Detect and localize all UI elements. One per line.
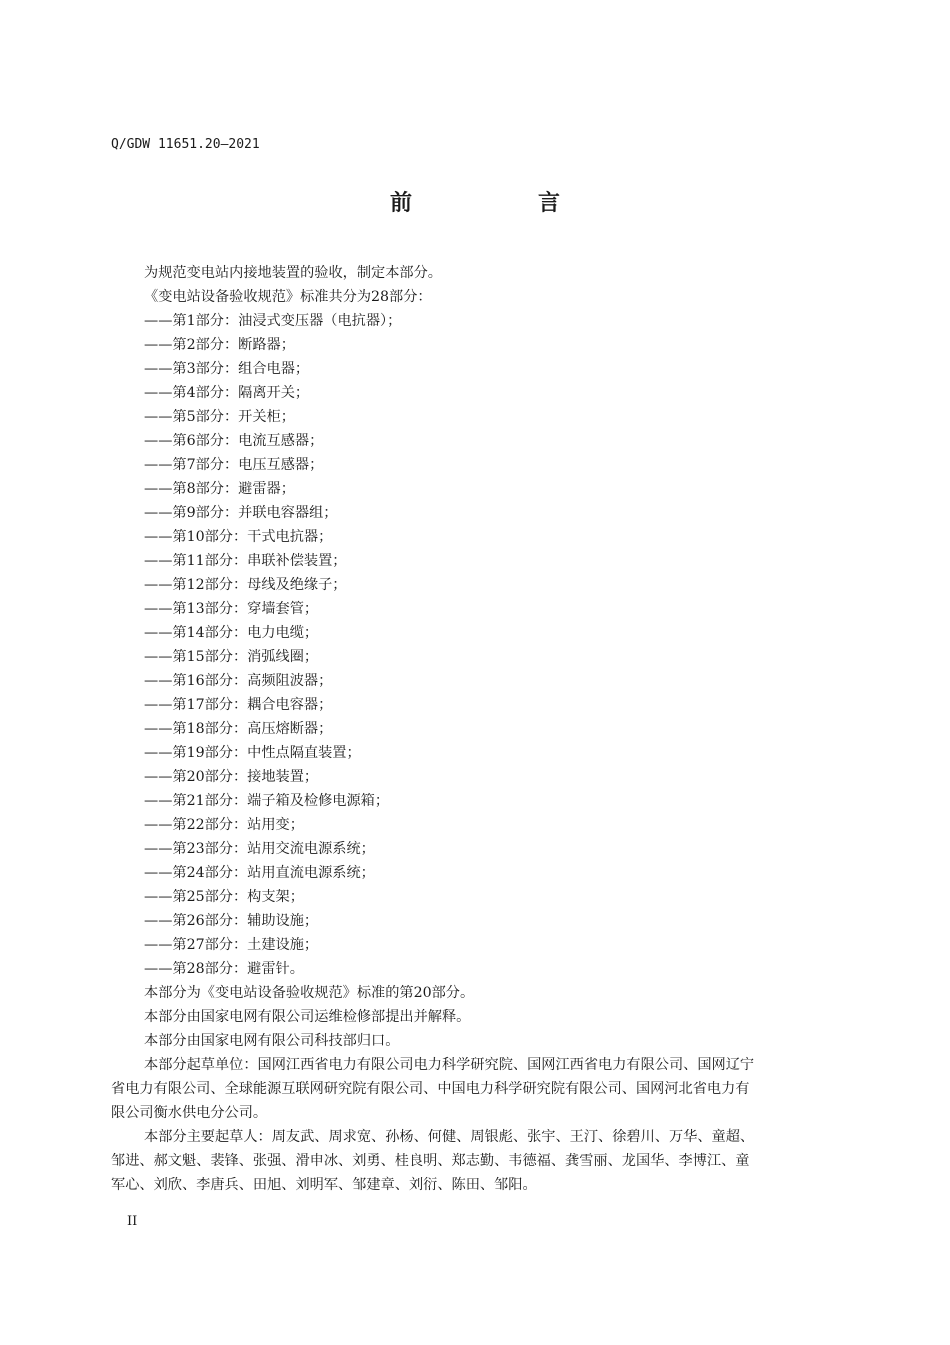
list-item: ——第7部分：电压互感器； (144, 457, 324, 473)
list-item: ——第19部分：中性点隔直装置； (144, 745, 361, 761)
list-item: ——第21部分：端子箱及检修电源箱； (144, 793, 390, 809)
statement: 本部分由国家电网有限公司科技部归口。 (144, 1033, 400, 1049)
list-item: ——第9部分：并联电容器组； (144, 505, 338, 521)
paragraph-line: 邹进、郝文魁、裴锋、张强、滑申冰、刘勇、桂良明、郑志勤、韦德福、龚雪丽、龙国华、李博江、童 (111, 1153, 750, 1169)
page-number: II (127, 1214, 138, 1229)
list-item: ——第17部分：耦合电容器； (144, 697, 333, 713)
list-item: ——第2部分：断路器； (144, 337, 295, 353)
page-title: 前 言 (389, 191, 612, 216)
list-item: ——第15部分：消弧线圈； (144, 649, 319, 665)
list-item: ——第24部分：站用直流电源系统； (144, 865, 375, 881)
list-item: ——第11部分：串联补偿装置； (144, 553, 347, 569)
list-item: ——第28部分：避雷针。 (144, 961, 304, 977)
intro-line: 《变电站设备验收规范》标准共分为28部分： (144, 289, 432, 305)
list-item: ——第26部分：辅助设施； (144, 913, 319, 929)
paragraph-line: 省电力有限公司、全球能源互联网研究院有限公司、中国电力科学研究院有限公司、国网河北省电力有 (111, 1081, 750, 1097)
list-item: ——第27部分：土建设施； (144, 937, 319, 953)
drafting-units-paragraph (111, 1053, 841, 1125)
list-item: ——第22部分：站用变； (144, 817, 304, 833)
list-item: ——第1部分：油浸式变压器（电抗器）； (144, 313, 402, 329)
list-item: ——第20部分：接地装置； (144, 769, 319, 785)
list-item: ——第13部分：穿墙套管； (144, 601, 319, 617)
list-item: ——第5部分：开关柜； (144, 409, 295, 425)
list-item: ——第14部分：电力电缆； (144, 625, 319, 641)
parts-list (111, 309, 841, 981)
list-item: ——第18部分：高压熔断器； (144, 721, 333, 737)
list-item: ——第25部分：构支架； (144, 889, 304, 905)
paragraph-line: 军心、刘欣、李唐兵、田旭、刘明军、邹建章、刘衍、陈田、邹阳。 (111, 1177, 537, 1193)
statement: 本部分由国家电网有限公司运维检修部提出并解释。 (144, 1009, 471, 1025)
list-item: ——第16部分：高频阻波器； (144, 673, 333, 689)
list-item: ——第10部分：干式电抗器； (144, 529, 333, 545)
statement: 本部分为《变电站设备验收规范》标准的第20部分。 (144, 985, 475, 1001)
standard-code: Q/GDW 11651.20—2021 (111, 137, 260, 152)
paragraph-line: 限公司衡水供电分公司。 (111, 1105, 268, 1121)
list-item: ——第8部分：避雷器； (144, 481, 295, 497)
intro-line: 为规范变电站内接地装置的验收，制定本部分。 (144, 265, 442, 281)
drafters-paragraph (111, 1125, 841, 1197)
paragraph-line: 本部分起草单位：国网江西省电力有限公司电力科学研究院、国网江西省电力有限公司、国网辽宁 (144, 1057, 755, 1073)
document-body (111, 261, 841, 1197)
list-item: ——第23部分：站用交流电源系统； (144, 841, 375, 857)
paragraph-line: 本部分主要起草人：周友武、周求宽、孙杨、何健、周银彪、张宇、王汀、徐碧川、万华、童超、 (144, 1129, 755, 1145)
list-item: ——第12部分：母线及绝缘子； (144, 577, 347, 593)
list-item: ——第6部分：电流互感器； (144, 433, 324, 449)
list-item: ——第4部分：隔离开关； (144, 385, 310, 401)
list-item: ——第3部分：组合电器； (144, 361, 310, 377)
